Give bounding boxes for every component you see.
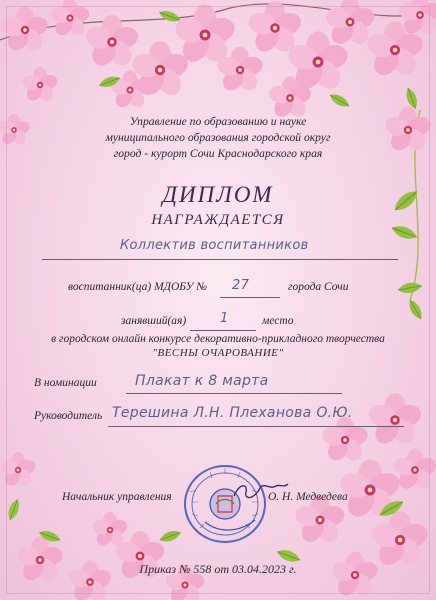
pupil-label: воспитанник(ца) МДОБУ № <box>68 281 208 293</box>
signer-name: О. Н. Медведева <box>268 491 348 503</box>
number-underline <box>220 297 280 298</box>
handwritten-signature <box>230 478 290 504</box>
nomination-value: Плакат к 8 марта <box>135 373 269 389</box>
place-suffix: место <box>262 315 294 327</box>
order-number: Приказ № 558 от 03.04.2023 г. <box>139 562 297 576</box>
place-underline <box>190 330 256 331</box>
city-label: города Сочи <box>288 281 349 293</box>
org-line-3: город - курорт Сочи Краснодарского края <box>113 147 323 160</box>
official-seal-stamp <box>180 462 270 546</box>
awardee-underline <box>42 259 398 260</box>
place-value: 1 <box>220 311 229 326</box>
awarded-subtitle: НАГРАЖДАЕТСЯ <box>151 212 285 228</box>
supervisor-underline <box>108 426 404 427</box>
diploma-title: ДИПЛОМ <box>162 182 274 207</box>
supervisor-label: Руководитель <box>34 410 103 422</box>
nomination-underline <box>126 393 342 394</box>
supervisor-value: Терешина Л.Н. Плеханова О.Ю. <box>112 405 353 421</box>
contest-name: "ВЕСНЫ ОЧАРОВАНИЕ" <box>152 347 284 359</box>
org-line-2: муниципального образования городской округ <box>105 131 331 144</box>
nomination-label: В номинации <box>34 377 97 389</box>
contest-line-1: в городском онлайн конкурсе декоративно-прикладного творчества <box>51 333 385 345</box>
awardee-name: Коллектив воспитанников <box>120 238 309 253</box>
signature-label: Начальник управления <box>62 491 172 503</box>
kindergarten-number: 27 <box>232 278 250 293</box>
place-label: занявший(ая) <box>121 315 187 327</box>
org-line-1: Управление по образованию и науке <box>129 115 307 128</box>
